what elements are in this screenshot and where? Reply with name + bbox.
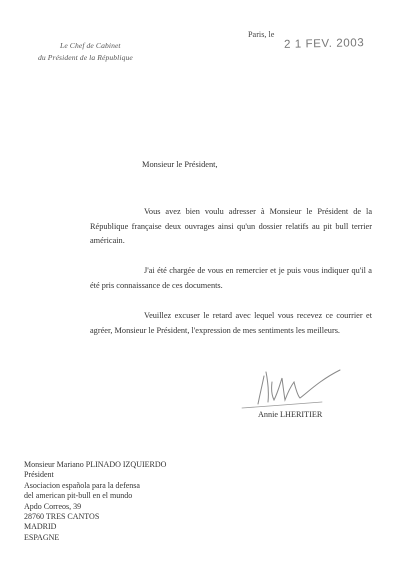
address-line: MADRID (24, 522, 57, 532)
letterhead (38, 40, 178, 64)
date-stamp: 2 1 FEV. 2003 (283, 37, 365, 51)
address-line: Asociacion española para la defensa (24, 480, 140, 490)
letterhead-line-1: Le Chef de Cabinet (60, 41, 121, 50)
paragraph-1: Vous avez bien voulu adresser à Monsieur le Président de la République française deux ouvrages ainsi qu'un dossier relatifs au pit bull terrier américain. (90, 207, 372, 245)
address-line: del american pit-bull en el mundo (24, 491, 133, 501)
paragraph-2: J'ai été chargée de vous en remercier et je puis vous indiquer qu'il a été pris connaissance de ces documents. (90, 266, 372, 290)
paragraph-3: Veuillez excuser le retard avec lequel vous recevez ce courrier et agréer, Monsieur le Président, l'expression de mes sentiments les meilleurs. (90, 311, 372, 335)
signer-name: Annie LHERITIER (258, 410, 323, 419)
address-line: Président (24, 470, 54, 480)
address-line: ESPAGNE (24, 532, 60, 542)
letterhead-line-2: du Président de la République (38, 53, 133, 62)
place-label: Paris, le (248, 30, 275, 39)
salutation: Monsieur le Président, (142, 160, 218, 169)
address-line: Apdo Correos, 39 (24, 501, 82, 511)
address-line: Monsieur Mariano PLINADO IZQUIERDO (24, 460, 167, 469)
recipient-address (24, 460, 166, 543)
address-line: 28760 TRES CANTOS (24, 512, 100, 522)
handwritten-signature (238, 362, 348, 414)
